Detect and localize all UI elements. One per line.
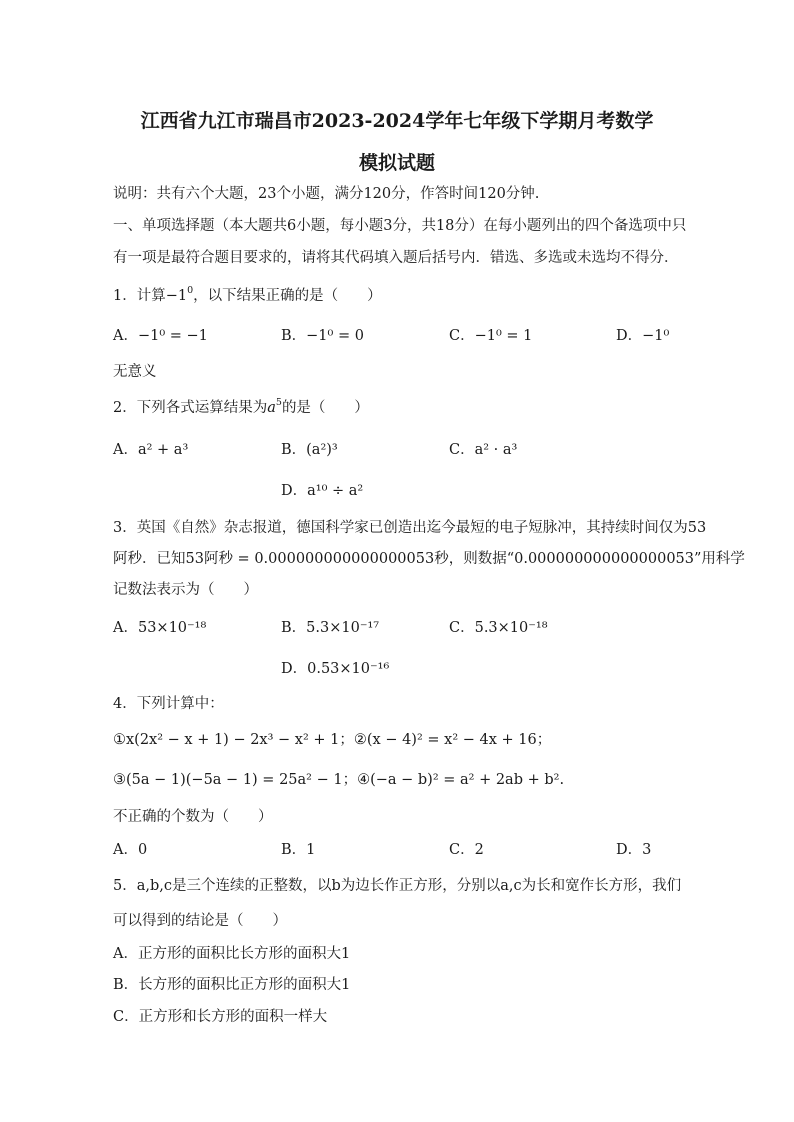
q2-stem-pre: 2．下列各式运算结果为 bbox=[113, 400, 268, 416]
q1-option-c[interactable]: C．−1⁰ = 1 bbox=[449, 328, 533, 344]
q2-stem-exp: 5 bbox=[275, 397, 282, 408]
q5-option-b[interactable]: B．长方形的面积比正方形的面积大1 bbox=[113, 977, 351, 993]
question-2-stem bbox=[113, 398, 369, 418]
q3-option-a[interactable]: A．53×10⁻¹⁸ bbox=[113, 620, 207, 636]
q4-option-c[interactable]: C．2 bbox=[449, 842, 484, 858]
question-3-stem-c: 记数法表示为（ ） bbox=[113, 582, 258, 598]
q2-option-b[interactable]: B．(a²)³ bbox=[281, 442, 338, 458]
q3-option-b[interactable]: B．5.3×10⁻¹⁷ bbox=[281, 620, 380, 636]
q1-stem-post: ，以下结果正确的是（ ） bbox=[193, 288, 382, 304]
q4-expressions-1: ①x(2x² − x + 1) − 2x³ − x² + 1；②(x − 4)² = x² − 4x + 16； bbox=[113, 732, 552, 748]
q3-option-d[interactable]: D．0.53×10⁻¹⁶ bbox=[281, 661, 390, 677]
q2-stem-post: 的是（ ） bbox=[281, 400, 369, 416]
q4-option-a[interactable]: A．0 bbox=[113, 842, 148, 858]
question-5-stem-a: 5．a,b,c是三个连续的正整数，以b为边长作正方形，分别以a,c为长和宽作长方形，我们 bbox=[113, 878, 682, 894]
q1-option-b[interactable]: B．−1⁰ = 0 bbox=[281, 328, 364, 344]
question-3-stem-b: 阿秒．已知53阿秒 = 0.000000000000000053秒，则数据“0.000000000000000053”用科学 bbox=[113, 551, 745, 567]
q1-stem-expr: −1 bbox=[165, 288, 188, 304]
q1-option-d-cont: 无意义 bbox=[113, 364, 157, 380]
exam-instructions: 说明：共有六个大题，23个小题，满分120分，作答时间120分钟. bbox=[113, 186, 540, 202]
q1-option-a[interactable]: A．−1⁰ = −1 bbox=[113, 328, 208, 344]
q4-option-d[interactable]: D．3 bbox=[616, 842, 652, 858]
question-4-stem: 4．下列计算中： bbox=[113, 696, 224, 712]
q1-stem-exp: 0 bbox=[187, 285, 194, 296]
section-heading: 一、单项选择题（本大题共6小题，每小题3分，共18分）在每小题列出的四个备选项中只 bbox=[113, 218, 687, 234]
question-5-stem-b: 可以得到的结论是（ ） bbox=[113, 913, 287, 929]
exam-title-line1: 江西省九江市瑞昌市2023-2024学年七年级下学期月考数学 bbox=[140, 110, 654, 132]
q2-option-a[interactable]: A．a² + a³ bbox=[113, 442, 189, 458]
q4-question: 不正确的个数为（ ） bbox=[113, 809, 273, 825]
q2-option-c[interactable]: C．a² · a³ bbox=[449, 442, 518, 458]
q4-option-b[interactable]: B．1 bbox=[281, 842, 316, 858]
q1-option-d[interactable]: D．−1⁰ bbox=[616, 328, 670, 344]
q1-stem-pre: 1．计算 bbox=[113, 288, 166, 304]
q3-option-c[interactable]: C．5.3×10⁻¹⁸ bbox=[449, 620, 548, 636]
question-1-stem bbox=[113, 286, 382, 306]
q5-option-a[interactable]: A．正方形的面积比长方形的面积大1 bbox=[113, 946, 351, 962]
q2-option-d[interactable]: D．a¹⁰ ÷ a² bbox=[281, 483, 364, 499]
section-heading-cont: 有一项是最符合题目要求的，请将其代码填入题后括号内．错选、多选或未选均不得分． bbox=[113, 250, 679, 266]
q4-expressions-2: ③(5a − 1)(−5a − 1) = 25a² − 1；④(−a − b)² = a² + 2ab + b². bbox=[113, 772, 565, 788]
exam-title-line2: 模拟试题 bbox=[358, 152, 435, 174]
q2-stem-var: a bbox=[267, 400, 276, 416]
question-3-stem-a: 3．英国《自然》杂志报道，德国科学家已创造出迄今最短的电子短脉冲，其持续时间仅为53 bbox=[113, 520, 707, 536]
q5-option-c[interactable]: C．正方形和长方形的面积一样大 bbox=[113, 1009, 328, 1025]
